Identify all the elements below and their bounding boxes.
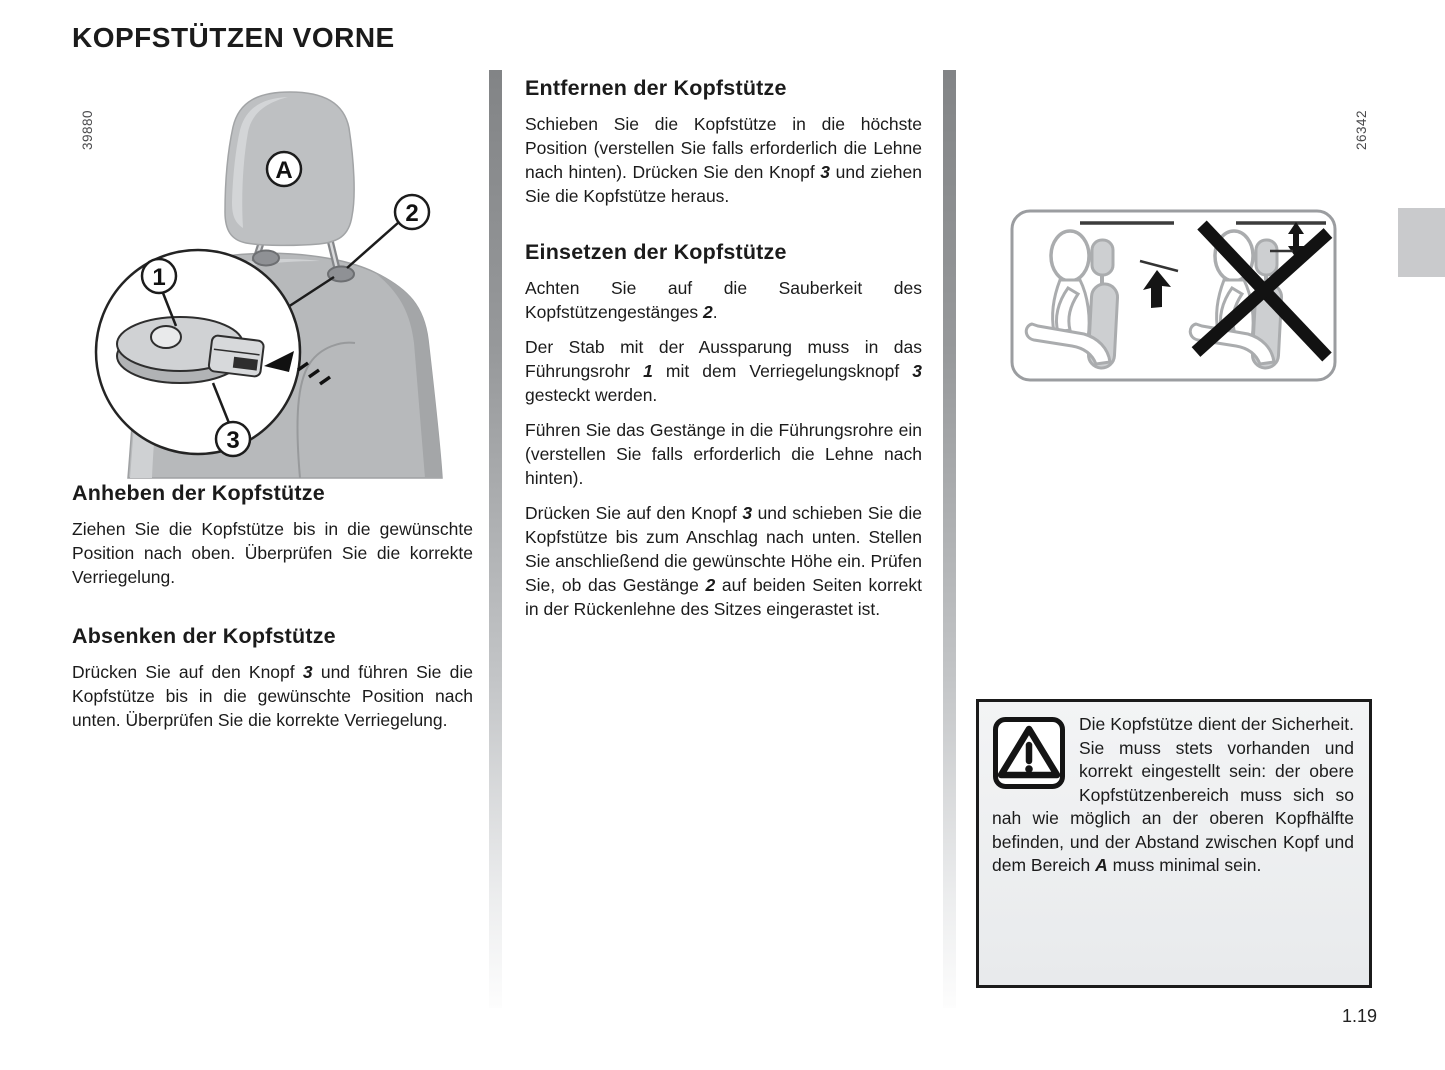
section-heading-anheben: Anheben der Kopfstütze (72, 481, 325, 505)
seat-headrest-illustration (72, 85, 475, 480)
headrest-position-pictogram (1010, 208, 1337, 384)
section-body-anheben: Ziehen Sie die Kopfstütze bis in die gewünschte Position nach oben. Überprüfen Sie die korrekte Verriegelung. (72, 519, 473, 587)
figure-ref-left: 39880 (80, 109, 95, 150)
callout-1-label: 1 (152, 264, 166, 291)
column-divider-2 (943, 70, 956, 1008)
section-body-absenken: Drücken Sie auf den Knopf 3 und führen Sie die Kopfstütze bis in die gewünschte Position nach unten. Überprüfen Sie die korrekte Verriegelung. (72, 662, 473, 730)
section-heading-entfernen: Entfernen der Kopfstütze (525, 76, 787, 100)
headrest (225, 92, 354, 245)
callout-3-label: 3 (226, 427, 240, 454)
section-heading-absenken: Absenken der Kopfstütze (72, 624, 336, 648)
left-column (72, 481, 473, 743)
safety-warning-text: Die Kopfstütze dient der Sicherheit. Sie muss stets vorhanden und korrekt eingestellt sein: der obere Kopfstützenbereich muss sich so nah wie möglich an der oberen Kopfhälfte befinden, und der Abstand zwischen Kopf und dem Bereich A muss minimal sein. (992, 714, 1354, 875)
einsetzen-paragraph-1: Achten Sie auf die Sauberkeit des Kopfstützengestänges 2. (525, 278, 922, 322)
safety-warning-box (976, 699, 1372, 988)
einsetzen-paragraph-2: Der Stab mit der Aussparung muss in das Führungsrohr 1 mit dem Verriegelungsknopf 3 gesteckt werden. (525, 337, 922, 405)
einsetzen-paragraph-3: Führen Sie das Gestänge in die Führungsrohre ein (verstellen Sie falls erforderlich die Lehne nach hinten). (525, 420, 922, 488)
warning-triangle-icon (992, 716, 1066, 790)
callout-2-label: 2 (405, 200, 419, 227)
page-title: KOPFSTÜTZEN VORNE (72, 22, 395, 53)
chapter-tab-marker (1398, 208, 1445, 277)
guide-tube-hole (151, 326, 181, 348)
section-body-entfernen: Schieben Sie die Kopfstütze in die höchste Position (verstellen Sie falls erforderlich die Lehne nach hinten). Drücken Sie den Knopf 3 und ziehen Sie die Kopfstütze heraus. (525, 114, 922, 206)
callout-a-label: A (275, 157, 293, 184)
column-divider-1 (489, 70, 502, 1008)
locking-button-rod (208, 335, 264, 377)
figure-ref-right: 26342 (1354, 109, 1369, 150)
page-number: 1.19 (1341, 1006, 1377, 1026)
einsetzen-paragraph-4: Drücken Sie auf den Knopf 3 und schieben Sie die Kopfstütze bis zum Anschlag nach unten. Stellen Sie anschließend die gewünschte Höhe ein. Prüfen Sie, ob das Gestänge 2 auf beiden Seiten korrekt in der Rückenlehne des Sitzes eingerastet ist. (525, 503, 923, 619)
section-heading-einsetzen: Einsetzen der Kopfstütze (525, 240, 787, 264)
middle-column (525, 76, 922, 632)
